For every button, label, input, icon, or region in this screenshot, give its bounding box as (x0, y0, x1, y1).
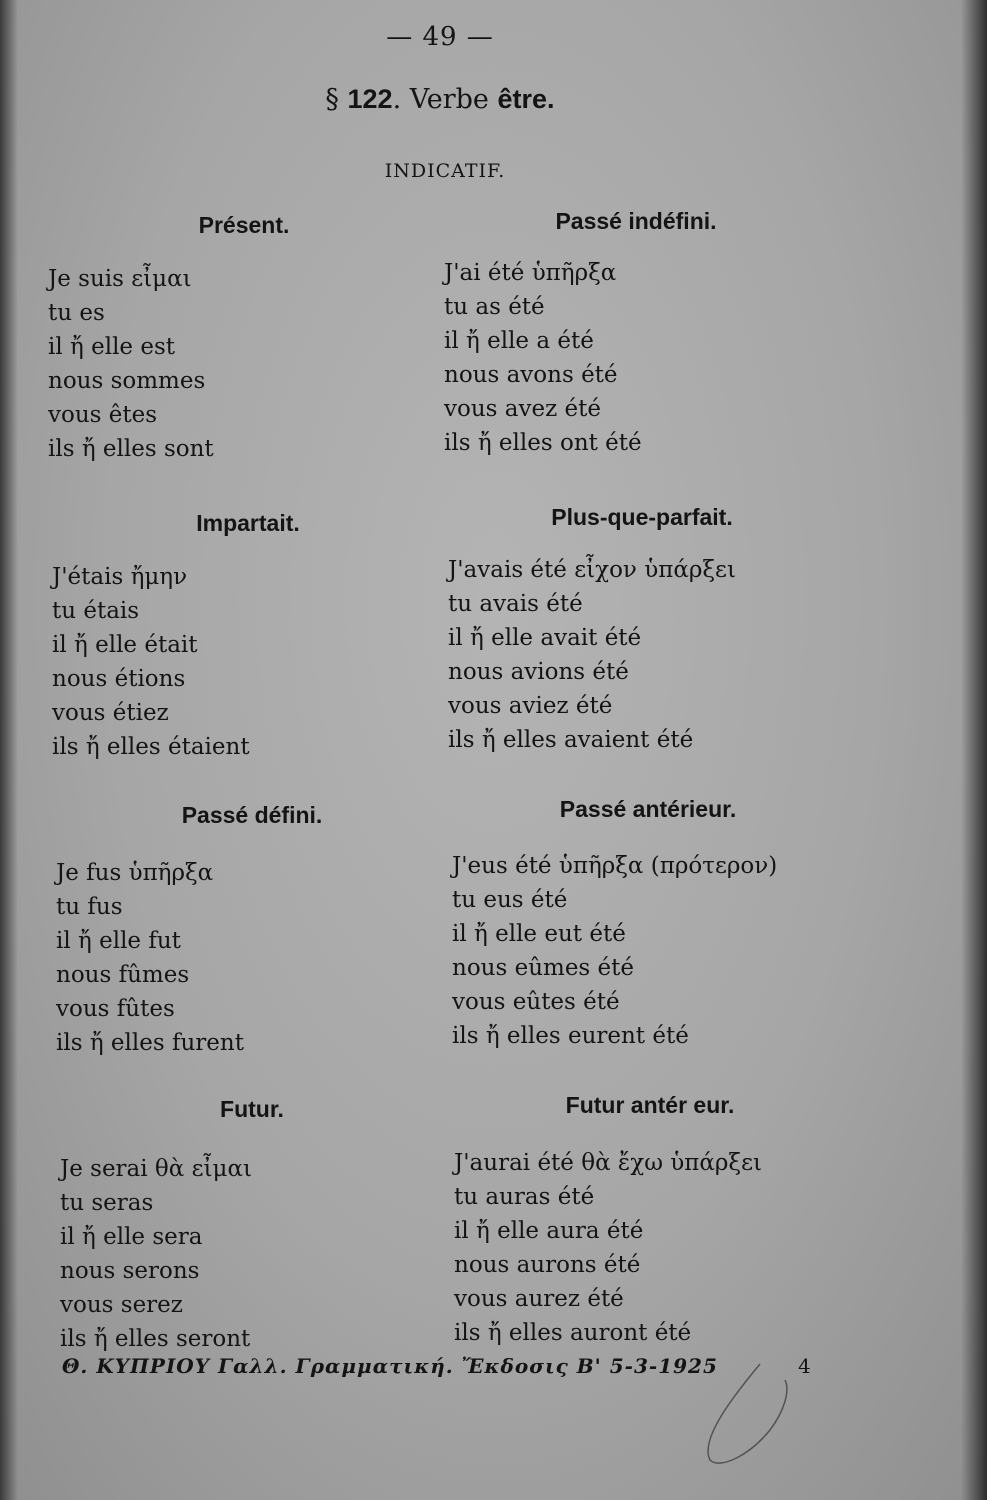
conjugation-list (52, 560, 250, 764)
conjugation-line: nous fûmes (56, 962, 190, 988)
conjugation-line: ils ἤ elles seront (60, 1326, 251, 1352)
conjugation-list (444, 256, 642, 460)
conjugation-line: vous aurez été (454, 1286, 624, 1312)
conjugation-list (60, 1152, 252, 1356)
conjugation-line: ils ἤ elles étaient (52, 734, 250, 760)
title-word: . Verbe (392, 84, 489, 115)
conjugation-line: nous aurons été (454, 1252, 641, 1278)
conjugation-line: tu avais été (448, 591, 583, 617)
conjugation-list (454, 1146, 762, 1350)
conjugation-line: il ἤ elle était (52, 632, 198, 658)
conjugation-list (48, 262, 214, 466)
section-heading: Impartait. (196, 510, 300, 536)
conjugation-line: ils ἤ elles avaient été (448, 727, 694, 753)
conjugation-line: nous avons été (444, 362, 618, 388)
section-heading: Futur. (220, 1096, 284, 1122)
section-heading: Passé antérieur. (559, 796, 737, 822)
section-sign: § (325, 84, 339, 115)
conjugation-line: nous étions (52, 666, 186, 692)
conjugation-line: vous êtes (48, 402, 158, 428)
conjugation-line: il ἤ elle est (48, 334, 176, 360)
page-number: — 49 — (386, 22, 494, 52)
sheet-number: 4 (798, 1354, 811, 1378)
conjugation-list (56, 856, 244, 1060)
conjugation-line: tu étais (52, 598, 140, 624)
mood-subtitle: INDICATIF. (384, 160, 506, 182)
section-number: 122 (347, 84, 393, 114)
section-heading: Plus-que-parfait. (551, 504, 733, 530)
conjugation-line: J'étais ἤμην (52, 564, 188, 590)
publisher-footer: Θ. ΚΥΠΡΙΟΥ Γαλλ. Γραμματική. Ἔκδοσις Β' 5-3-1925 (62, 1354, 718, 1378)
section-heading: Futur antér eur. (565, 1092, 735, 1118)
conjugation-line: ils ἤ elles furent (56, 1030, 244, 1056)
section-heading: Passé indéfini. (555, 208, 717, 234)
conjugation-line: il ἤ elle eut été (452, 921, 626, 947)
conjugation-line: tu as été (444, 294, 545, 320)
conjugation-line: J'aurai été θὰ ἔχω ὑπάρξει (454, 1150, 763, 1176)
conjugation-line: nous sommes (48, 368, 206, 394)
conjugation-line: Je suis εἶμαι (48, 266, 192, 292)
conjugation-line: nous serons (60, 1258, 200, 1284)
conjugation-line: vous serez (60, 1292, 183, 1318)
conjugation-line: ils ἤ elles ont été (444, 430, 642, 456)
conjugation-line: J'ai été ὑπῆρξα (444, 260, 617, 286)
conjugation-line: ils ἤ elles sont (48, 436, 214, 462)
conjugation-line: vous eûtes été (452, 989, 620, 1015)
conjugation-list (452, 849, 777, 1053)
conjugation-line: Je fus ὑπῆρξα (56, 860, 214, 886)
conjugation-line: tu auras été (454, 1184, 595, 1210)
conjugation-line: vous avez été (444, 396, 601, 422)
conjugation-line: J'avais été εἶχον ὑπάρξει (448, 557, 736, 583)
page-edge-shadow-left (0, 0, 18, 1500)
conjugation-line: vous fûtes (56, 996, 175, 1022)
conjugation-line: vous aviez été (448, 693, 613, 719)
section-heading: Passé défini. (181, 802, 323, 828)
conjugation-line: il ἤ elle aura été (454, 1218, 644, 1244)
conjugation-line: Je serai θὰ εἶμαι (60, 1156, 253, 1182)
conjugation-line: tu fus (56, 894, 123, 920)
pencil-scribble (690, 1360, 810, 1470)
conjugation-line: tu eus été (452, 887, 568, 913)
section-title (0, 84, 880, 115)
section-heading: Présent. (198, 212, 290, 238)
conjugation-line: nous avions été (448, 659, 629, 685)
conjugation-line: il ἤ elle avait été (448, 625, 642, 651)
conjugation-line: tu seras (60, 1190, 154, 1216)
conjugation-line: ils ἤ elles eurent été (452, 1023, 689, 1049)
conjugation-line: nous eûmes été (452, 955, 635, 981)
conjugation-line: il ἤ elle sera (60, 1224, 203, 1250)
page-edge-shadow-right (961, 0, 987, 1500)
conjugation-line: J'eus été ὑπῆρξα (πρότερον) (452, 853, 778, 879)
conjugation-line: tu es (48, 300, 105, 326)
title-verb: être. (497, 84, 555, 114)
conjugation-line: il ἤ elle a été (444, 328, 594, 354)
conjugation-line: ils ἤ elles auront été (454, 1320, 692, 1346)
conjugation-line: il ἤ elle fut (56, 928, 181, 954)
conjugation-line: vous étiez (52, 700, 169, 726)
conjugation-list (448, 553, 736, 757)
